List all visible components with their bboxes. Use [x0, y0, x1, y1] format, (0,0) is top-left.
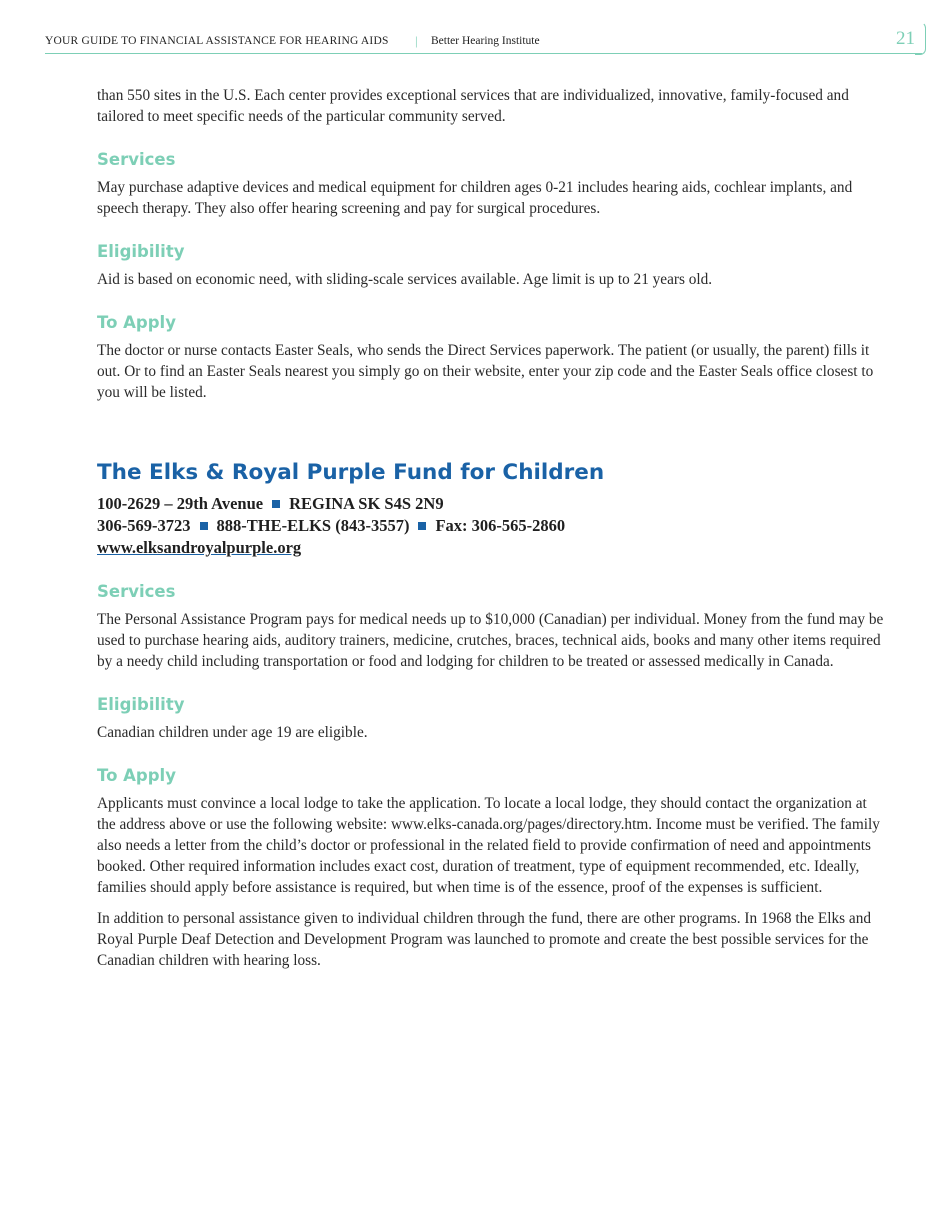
square-bullet-icon: [418, 522, 426, 530]
services-heading: Services: [97, 150, 176, 169]
guide-title: YOUR GUIDE TO FINANCIAL ASSISTANCE FOR HEARING AIDS: [45, 35, 389, 47]
page-number: 21: [896, 28, 915, 49]
square-bullet-icon: [200, 522, 208, 530]
website-line: [97, 537, 887, 559]
apply-heading: To Apply: [97, 766, 176, 785]
page-content: [97, 85, 887, 981]
eligibility-heading: Eligibility: [97, 695, 185, 714]
fax-number: Fax: 306-565-2860: [435, 516, 566, 535]
header-rule: [45, 53, 922, 54]
apply-paragraph: Applicants must convince a local lodge to take the application. To locate a local lodge, they should contact the organization at the address above or use the following website: www.elks-canada.org/pages/directory.htm. Income must be verified. The family also needs a letter from the child’s doctor or professional in the related field to provide confirmation of need and appointments booked. Other required information includes exact cost, duration of treatment, type of equipment recommended, etc. Ideally, families should apply before assistance is required, but when time is of the essence, proof of the expenses is sufficient.: [97, 795, 880, 896]
website-link[interactable]: www.elksandroyalpurple.org: [97, 538, 302, 557]
eligibility-paragraph: Aid is based on economic need, with sliding-scale services available. Age limit is up to 21 years old.: [97, 271, 713, 288]
address-line: [97, 493, 887, 515]
services-heading: Services: [97, 582, 176, 601]
eligibility-paragraph: Canadian children under age 19 are eligible.: [97, 724, 368, 741]
services-paragraph: The Personal Assistance Program pays for medical needs up to $10,000 (Canadian) per individual. Money from the fund may be used to purchase hearing aids, auditory trainers, medicine, crutches, braces, technical aids, books and many other items required by a needy child including transportation or food and lodging for children to be treated or assessed medically in Canada.: [97, 611, 884, 670]
header-separator: |: [415, 33, 418, 48]
tollfree-number: 888-THE-ELKS (843-3557): [216, 516, 410, 535]
services-paragraph: May purchase adaptive devices and medical equipment for children ages 0-21 includes hearing aids, cochlear implants, and speech therapy. They also offer hearing screening and pay for surgical procedures.: [97, 179, 853, 217]
institute-name: Better Hearing Institute: [431, 35, 540, 47]
organization-title: The Elks & Royal Purple Fund for Children: [97, 460, 605, 485]
apply-paragraph: The doctor or nurse contacts Easter Seals, who sends the Direct Services paperwork. The patient (or usually, the parent) fills it out. Or to find an Easter Seals nearest you simply go on their website, enter your zip code and the Easter Seals office closest to you will be listed.: [97, 342, 874, 401]
contact-line: [97, 515, 887, 537]
city-address: REGINA SK S4S 2N9: [289, 494, 444, 513]
intro-paragraph: than 550 sites in the U.S. Each center provides exceptional services that are individualized, innovative, family-focused and tailored to meet specific needs of the particular community served.: [97, 87, 849, 125]
apply-heading: To Apply: [97, 313, 176, 332]
page-header: [45, 33, 905, 55]
street-address: 100-2629 – 29th Avenue: [97, 494, 264, 513]
square-bullet-icon: [272, 500, 280, 508]
additional-paragraph: In addition to personal assistance given to individual children through the fund, there are other programs. In 1968 the Elks and Royal Purple Deaf Detection and Development Program was launched to promote and create the best possible services for the Canadian children with hearing loss.: [97, 910, 871, 969]
header-bracket: [915, 22, 926, 55]
eligibility-heading: Eligibility: [97, 242, 185, 261]
phone-number: 306-569-3723: [97, 516, 191, 535]
